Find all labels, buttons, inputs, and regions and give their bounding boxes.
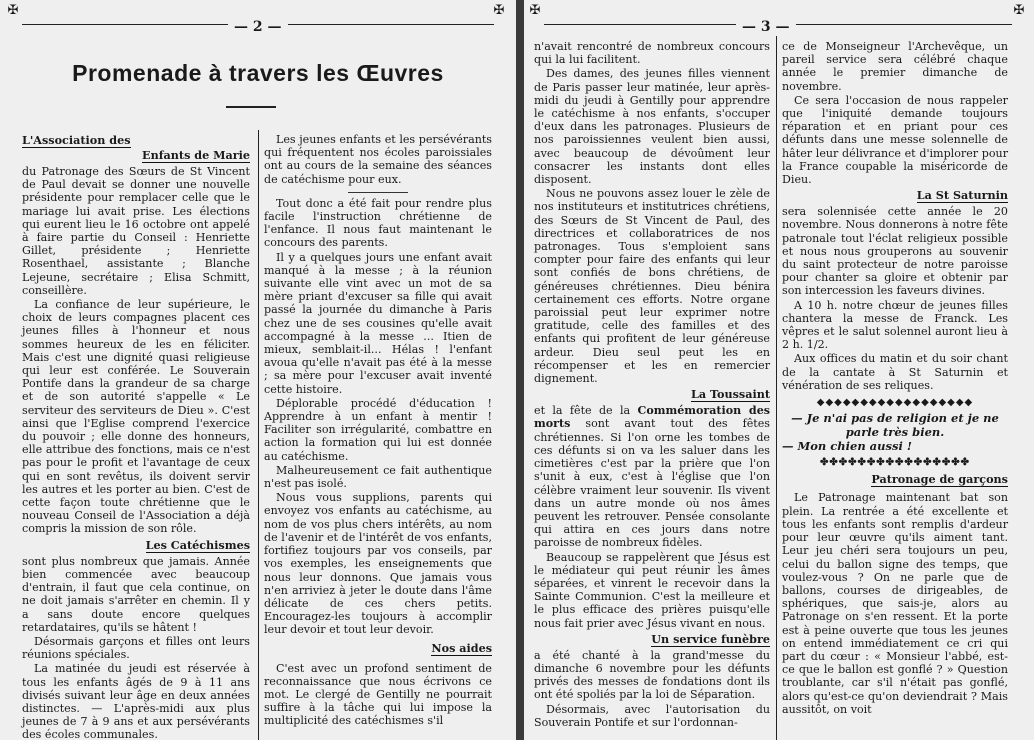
corner-ornament-icon: ✠ [493, 3, 505, 18]
paragraph: Tout donc a été fait pour rendre plus facile l'instruction chrétienne de l'enfance. Il nous faut maintenant le concours des parents. [264, 196, 492, 250]
paragraph: La matinée du jeudi est réservée à tous les enfants âgés de 9 à 11 ans divisés suivant leur âge en deux années distinctes. — L'après-midi aux plus jeunes de 7 à 9 ans et aux persévérants des écoles communales. [22, 662, 250, 740]
paragraph: Les jeunes enfants et les persévérants qui fréquentent nos écoles paroissiales ont au cours de la semaine des séances de catéchisme pour eux. [264, 133, 492, 186]
corner-ornament-icon: ✠ [1013, 3, 1025, 18]
paragraph: Aux offices du matin et du soir chant de la cantate à St Saturnin et vénération de ses reliques. [782, 352, 1008, 392]
section-heading: Un service funèbre [651, 631, 770, 646]
section-heading: Enfants de Marie [142, 148, 250, 162]
page-number: — 3 — [736, 19, 796, 35]
page-right [524, 0, 1034, 740]
ornament-divider-icon: ◆◆◆◆◆◆◆◆◆◆◆◆◆◆◆◆◆◆ [816, 397, 974, 409]
ornament-divider-icon: ✤✤✤✤✤✤✤✤✤✤✤✤✤✤✤✤ [819, 457, 971, 469]
paragraph: Malheureusement ce fait authentique n'est pas isolé. [264, 463, 492, 491]
motto-line: — Mon chien aussi ! [782, 439, 912, 454]
paragraph: Des dames, des jeunes filles viennent de Paris passer leur matinée, leur après-midi du jeudi à Gentilly pour apprendre le catéchisme à nos enfants, s'occuper d'eux dans les patronages. Plusieurs de nos paroissiennes veulent bien aussi, avec beaucoup de dévoûment leur consacrer les instants dont elles disposent. [534, 67, 770, 187]
corner-ornament-icon: ✠ [529, 3, 541, 18]
paragraph: Il y a quelques jours une enfant avait manqué à la messe ; à la réunion suivante elle vint avec un mot de sa mère priant d'excuser sa fille qui avait passé la journée du dimanche à Paris chez une de ses cousines qu'elle avait accompagné à la messe ... Itien de mieux, semblait-il... Hélas ! l'enfant avoua qu'elle n'avait pas été à la messe ; sa mère pour l'excuser avait inventé cette histoire. [264, 250, 492, 396]
left-column-2 [264, 133, 492, 729]
page-title: Promenade à travers les Œuvres [72, 60, 444, 86]
page-number: — 2 — [228, 19, 288, 35]
paragraph: Désormais garçons et filles ont leurs réunions spéciales. [22, 634, 250, 662]
paragraph: La confiance de leur supérieure, le choix de leurs compagnes placent ces jeunes filles à l'honneur et nous sommes heureux de les en féliciter. Mais c'est une dignité quasi religieuse qui leur est conférée. Le Souverain Pontife dans la grandeur de sa charge et de son autorité s'appelle « Le serviteur des serviteurs de Dieu ». C'est ainsi que l'Eglise comprend l'exercice du pouvoir ; elle donne des honneurs, elle attribue des fonctions, mais ce n'est pas pour le profit et l'avantage de ceux qui en sont revêtus, ils doivent servir les autres et les porter au bien. C'est de cette façon toute chrétienne que le nouveau Conseil de l'Association a déjà compris la mission de son rôle. [22, 298, 250, 536]
paragraph: sont plus nombreux que jamais. Année bien commencée avec beaucoup d'entrain, il faut que cela continue, on ne doit jamais s'arrêter en chemin. Il y a sans doute encore quelques retardataires, qu'ils se hâtent ! [22, 554, 250, 634]
divider [348, 192, 408, 193]
paragraph: C'est avec un profond sentiment de reconnaissance que nous écrivons ce mot. Le clergé de Gentilly ne pourrait suffire à la tâche qui lui impose la multiplicité des catéchismes s'il [264, 661, 492, 728]
corner-ornament-icon: ✠ [7, 3, 19, 18]
page-left [0, 0, 516, 740]
paragraph: Désormais, avec l'autorisation du Souverain Pontife et sur l'ordonnan- [534, 702, 770, 729]
paragraph: Nous vous supplions, parents qui envoyez vos enfants au catéchisme, au nom de vos plus chers intérêts, au nom de l'avenir et de l'intérêt de vos enfants, fortifiez toujours par vos conseils, par vos exemples, les enseignements que nous leur donnons. Que jamais vous n'en arriviez à jeter le doute dans l'âme délicate de ces chers petits. Encouragez-les toujours à accomplir leur devoir et tout leur devoir. [264, 491, 492, 637]
paragraph: Beaucoup se rappelèrent que Jésus est le médiateur qui peut réunir les âmes séparées, et vinrent le recevoir dans la Sainte Communion. C'est la meilleure et le plus efficace des prières puisqu'elle nous fait prier avec Jésus vivant en nous. [534, 550, 770, 630]
paragraph: et la fête de la Commémoration des morts sont avant tout des fêtes chrétiennes. Si l'on orne les tombes de ces défunts si on va les saluer dans les cimetières c'est par la prière que l'on s'unit à eux, c'est à l'église que l'on célèbre vraiment leur souvenir. Ils vivent dans un autre monde où nos âmes peuvent les retrouver. Pensée consolante qui attira en ces jours dans notre paroisse de nombreux fidèles. [534, 404, 770, 550]
section-heading: Les Catéchismes [145, 537, 250, 552]
title-divider [226, 106, 276, 108]
section-heading: Nos aides [431, 640, 492, 655]
paragraph: Nous ne pouvons assez louer le zèle de nos instituteurs et institutrices chrétiens, des Sœurs de St Vincent de Paul, des directrices et collaboratrices de nos patronages. Tous s'emploient sans compter pour faire des enfants qui leur sont confiés de bons chrétiens, de généreuses chrétiennes. Dieu bénira certainement ces efforts. Notre organe paroissial peut leur exprimer notre gratitude, celle des familles et des enfants qui profitent de leur généreuse ardeur. Dieu seul peut les en récompenser et les en remercier dignement. [534, 187, 770, 386]
section-heading: La St Saturnin [916, 188, 1008, 203]
motto-line: — Je n'ai pas de religion et je ne parle très bien. [791, 411, 999, 440]
paragraph: A 10 h. notre chœur de jeunes filles chantera la messe de Franck. Les vêpres et le salut solennel auront lieu à 2 h. 1/2. [782, 298, 1008, 352]
column-divider [258, 130, 259, 740]
paragraph: sera solennisée cette année le 20 novembre. Nous donnerons à notre fête patronale tout l'éclat religieux possible et nous nous grouperons au souvenir du saint protecteur de notre paroisse pour chanter sa gloire et obtenir par son intercession les faveurs divines. [782, 205, 1008, 298]
column-divider [776, 36, 777, 740]
paragraph: Ce sera l'occasion de nous rappeler que l'iniquité demande toujours réparation et en priant pour ces défunts dans une messe solennelle de hâter leur délivrance et d'implorer pour la France coupable la miséricorde de Dieu. [782, 93, 1008, 187]
left-column-1 [22, 133, 250, 740]
paragraph: n'avait rencontré de nombreux concours qui la lui facilitent. [534, 40, 770, 67]
section-heading: Patronage de garçons [871, 472, 1008, 487]
right-column-1 [534, 40, 770, 730]
paragraph: Déplorable procédé d'éducation ! Apprendre à un enfant à mentir ! Faciliter son irrégularité, combattre en action la formation qui lui est donnée au catéchisme. [264, 396, 492, 463]
paragraph: a été chanté à la grand'messe du dimanche 6 novembre pour les défunts privés des messes de fondations dont ils ont été spoliés par la loi de Séparation. [534, 648, 770, 702]
paragraph: du Patronage des Sœurs de St Vincent de Paul devait se donner une nouvelle présidente pour remplacer celle que le mariage lui avait prise. Les élections qui eurent lieu le 16 octobre ont appelé à faire partie du Conseil : Henriette Gillet, présidente ; Henriette Rosenthael, assistante ; Blanche Lejeune, secrétaire ; Elisa Schmitt, conseillère. [22, 165, 250, 297]
section-heading: La Toussaint [690, 387, 770, 402]
paragraph: ce de Monseigneur l'Archevêque, un pareil service sera célébré chaque année le premier dimanche de novembre. [782, 40, 1008, 93]
paragraph: Le Patronage maintenant bat son plein. La rentrée a été excellente et tous les enfants sont remplis d'ardeur pour leur œuvre qu'ils aiment tant. Leur jeu chéri sera toujours un peu, celui du ballon signe des temps, que voulez-vous ? On ne parle que de ballons, courses de dirigeables, de sphériques, que sais-je, alors au Patronage on s'en ressent. Et la porte est à peine ouverte que tous les jeunes on entend immédiatement ce cri qui part du cœur : « Monsieur l'abbé, est-ce que le ballon est gonflé ? » Question troublante, car s'il n'était pas gonflé, alors qu'est-ce qu'on deviendrait ? Mais aussitôt, on voit [782, 491, 1008, 716]
section-heading: L'Association des [22, 133, 131, 147]
right-column-2 [782, 40, 1008, 717]
